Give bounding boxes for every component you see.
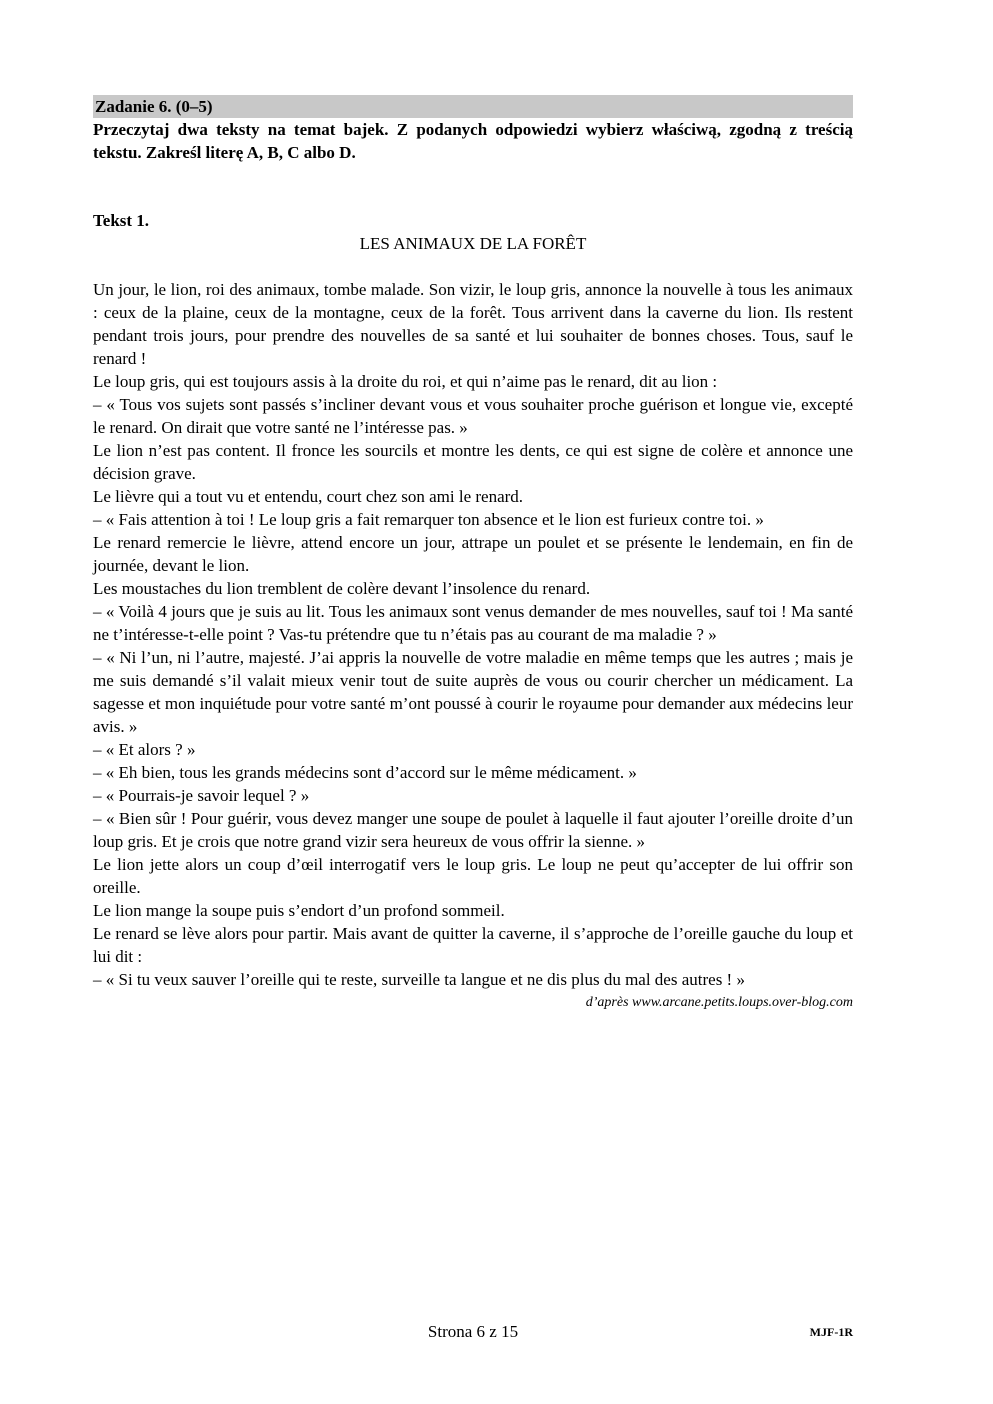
story-paragraph: – « Et alors ? » — [93, 740, 196, 759]
story-paragraph: – « Bien sûr ! Pour guérir, vous devez manger une soupe de poulet à laquelle il faut ajouter l’oreille droite d’un loup gris. Et je crois que notre grand vizir sera heureux de vous offrir la sienne. » — [93, 809, 853, 851]
story-paragraph: – « Si tu veux sauver l’oreille qui te reste, surveille ta langue et ne dis plus du mal des autres ! » — [93, 970, 745, 989]
story-paragraph: – « Tous vos sujets sont passés s’incliner devant vous et vous souhaiter proche guérison et longue vie, excepté le renard. On dirait que votre santé ne l’intéresse pas. » — [93, 395, 853, 437]
exam-page — [93, 95, 853, 1013]
story-paragraph: Le lièvre qui a tout vu et entendu, court chez son ami le renard. — [93, 487, 524, 506]
story-paragraph: Les moustaches du lion tremblent de colère devant l’insolence du renard. — [93, 579, 591, 598]
page-number: Strona 6 z 15 — [427, 1322, 519, 1341]
story-paragraph: Le lion mange la soupe puis s’endort d’un profond sommeil. — [93, 901, 505, 920]
story-title: LES ANIMAUX DE LA FORÊT — [359, 234, 587, 253]
story-paragraph: Le lion n’est pas content. Il fronce les sourcils et montre les dents, ce qui est signe de colère et annonce une décision grave. — [93, 441, 853, 483]
text-label: Tekst 1. — [93, 211, 150, 230]
story-paragraph: Le renard se lève alors pour partir. Mais avant de quitter la caverne, il s’approche de l’oreille gauche du loup et lui dit : — [93, 924, 853, 966]
story-paragraph: – « Eh bien, tous les grands médecins sont d’accord sur le même médicament. » — [93, 763, 637, 782]
story-paragraph: – « Ni l’un, ni l’autre, majesté. J’ai appris la nouvelle de votre maladie en même temps que les autres ; mais je me suis demandé s’il valait mieux venir tout de suite auprès de vous ou courir chercher un médicament. La sagesse et mon inquiétude pour votre santé m’ont poussé à courir le royaume pour demander aux médecins leur avis. » — [93, 648, 853, 736]
story-body — [93, 278, 853, 991]
source-citation: d’après www.arcane.petits.loups.over-blog.com — [585, 995, 853, 1010]
story-paragraph: – « Voilà 4 jours que je suis au lit. Tous les animaux sont venus demander de mes nouvelles, sauf toi ! Ma santé ne t’intéresse-t-elle point ? Vas-tu prétendre que tu n’étais pas au courant de ma maladie ? » — [93, 602, 853, 644]
story-paragraph: – « Pourrais-je savoir lequel ? » — [93, 786, 310, 805]
task-instruction: Przeczytaj dwa teksty na temat bajek. Z podanych odpowiedzi wybierz właściwą, zgodną z treścią tekstu. Zakreśl literę A, B, C albo D. — [93, 120, 853, 162]
story-paragraph: Le loup gris, qui est toujours assis à la droite du roi, et qui n’aime pas le renard, dit au lion : — [93, 372, 718, 391]
story-paragraph: Un jour, le lion, roi des animaux, tombe malade. Son vizir, le loup gris, annonce la nouvelle à tous les animaux : ceux de la plaine, ceux de la montagne, ceux de la forêt. Tous arrivent dans la caverne du lion. Ils restent pendant trois jours, pour prendre des nouvelles de sa santé et lui souhaiter de bonnes choses. Tous, sauf le renard ! — [93, 280, 853, 368]
page-footer — [93, 1320, 853, 1344]
story-paragraph: Le lion jette alors un coup d’œil interrogatif vers le loup gris. Le loup ne peut qu’accepter de lui offrir son oreille. — [93, 855, 853, 897]
story-paragraph: – « Fais attention à toi ! Le loup gris a fait remarquer ton absence et le lion est furieux contre toi. » — [93, 510, 764, 529]
story-paragraph: Le renard remercie le lièvre, attend encore un jour, attrape un poulet et se présente le lendemain, en fin de journée, devant le lion. — [93, 533, 853, 575]
exam-code: MJF-1R — [809, 1325, 853, 1339]
task-header: Zadanie 6. (0–5) — [93, 95, 853, 118]
